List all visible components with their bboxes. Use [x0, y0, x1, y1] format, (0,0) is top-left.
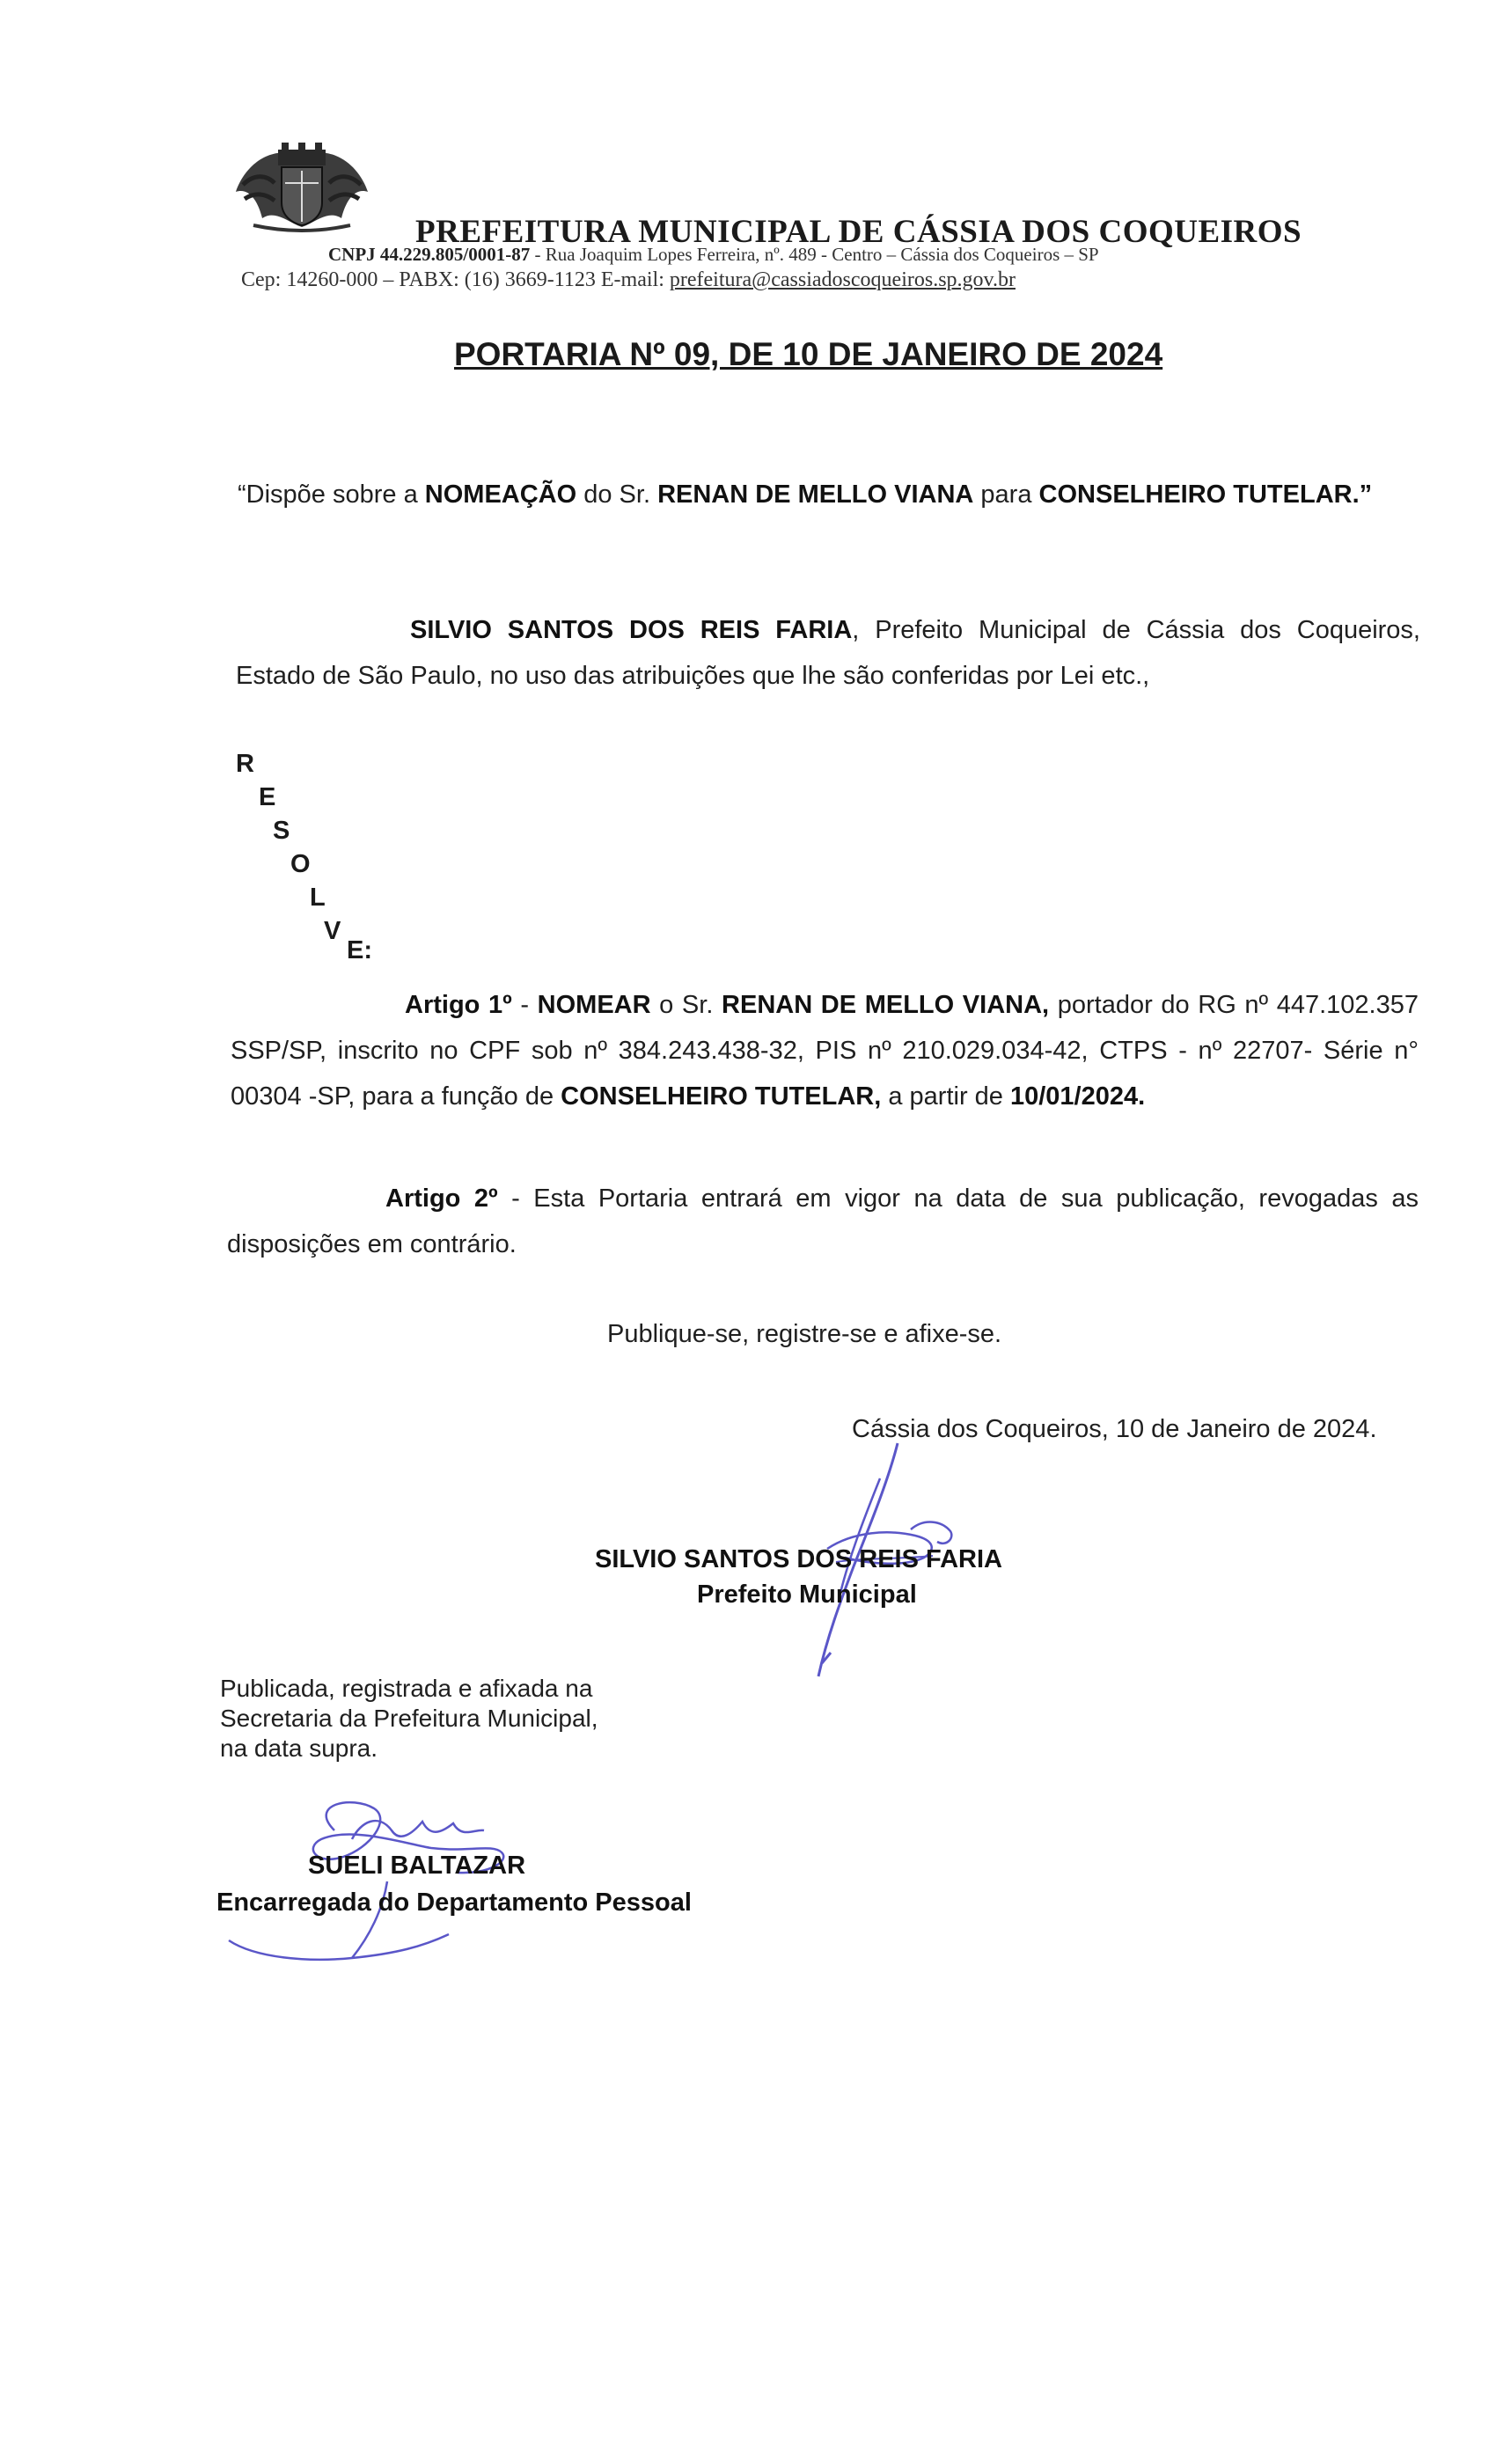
ementa-bold: RENAN DE MELLO VIANA — [657, 480, 974, 509]
article-2-text: - Esta Portaria entrará em vigor na data de sua publicação, revogadas as disposições em contrário. — [227, 1184, 1419, 1258]
intro-text: , Prefeito Municipal de Cássia dos Coqueiros, Estado de São Paulo, no uso das atribuições que lhe são conferidas por Lei etc., — [236, 616, 1420, 690]
article-1-bold: CONSELHEIRO TUTELAR, — [561, 1082, 882, 1111]
letterhead-cnpj-address — [328, 244, 1099, 266]
mayor-name-bold: SILVIO SANTOS DOS REIS FARIA — [410, 616, 853, 644]
municipal-crest-logo — [227, 139, 377, 232]
hr-signer-name: SUELI BALTAZAR — [308, 1852, 526, 1880]
ementa-bold: CONSELHEIRO TUTELAR.” — [1038, 480, 1373, 509]
ementa-bold: NOMEAÇÃO — [424, 480, 577, 509]
publication-note-line: Publicada, registrada e afixada na — [220, 1675, 593, 1702]
article-2-paragraph — [227, 1176, 1419, 1267]
ementa-paragraph — [238, 472, 1422, 517]
article-1-paragraph — [231, 982, 1419, 1119]
article-1-text: - — [511, 991, 538, 1019]
resolve-letter: O — [290, 850, 311, 878]
ementa-text: “Dispõe sobre a — [238, 480, 425, 509]
publication-note-line: Secretaria da Prefeitura Municipal, — [220, 1705, 598, 1732]
article-1-label: Artigo 1º — [405, 991, 512, 1019]
article-1-text: o Sr. — [650, 991, 722, 1019]
email-link[interactable]: prefeitura@cassiadoscoqueiros.sp.gov.br — [669, 268, 1016, 291]
article-1-bold: RENAN DE MELLO VIANA, — [722, 991, 1050, 1019]
mayor-role: Prefeito Municipal — [697, 1580, 917, 1609]
resolve-letter: R — [236, 750, 254, 778]
cnpj-number: CNPJ 44.229.805/0001-87 — [328, 244, 531, 265]
article-1-bold: NOMEAR — [537, 991, 651, 1019]
article-1-text: a partir de — [881, 1082, 1010, 1111]
publication-note-line: na data supra. — [220, 1734, 378, 1762]
resolve-letter: L — [310, 884, 326, 912]
ementa-text: do Sr. — [576, 480, 658, 509]
publication-note — [220, 1674, 598, 1764]
ementa-text: para — [973, 480, 1039, 509]
mayor-name: SILVIO SANTOS DOS REIS FARIA — [595, 1545, 1002, 1573]
letterhead-contact — [241, 268, 1016, 292]
contact-text: Cep: 14260-000 – PABX: (16) 3669-1123 E-mail: — [241, 268, 670, 291]
resolve-letter: S — [273, 817, 290, 845]
publication-order: Publique-se, registre-se e afixe-se. — [607, 1320, 1002, 1348]
resolve-letter: E: — [347, 936, 372, 964]
document-title: PORTARIA Nº 09, DE 10 DE JANEIRO DE 2024 — [454, 336, 1163, 372]
hr-signer-role: Encarregada do Departamento Pessoal — [216, 1888, 692, 1917]
article-2-label: Artigo 2º — [385, 1184, 498, 1213]
place-date: Cássia dos Coqueiros, 10 de Janeiro de 2024. — [852, 1415, 1377, 1443]
resolve-letter: E — [259, 783, 276, 811]
letterhead-title: PREFEITURA MUNICIPAL DE CÁSSIA DOS COQUEIROS — [415, 214, 1302, 250]
intro-paragraph — [236, 607, 1420, 699]
article-1-text: portador do RG nº 447.102.357 SSP/SP, inscrito no CPF sob nº 384.243.438-32, PIS nº 210.029.034-42, CTPS - nº 22707- Série n° 00304 -SP, para a função de — [231, 991, 1419, 1111]
article-1-bold: 10/01/2024. — [1009, 1082, 1146, 1111]
resolve-letter: V — [324, 917, 341, 945]
address-text: - Rua Joaquim Lopes Ferreira, nº. 489 - Centro – Cássia dos Coqueiros – SP — [530, 244, 1099, 265]
